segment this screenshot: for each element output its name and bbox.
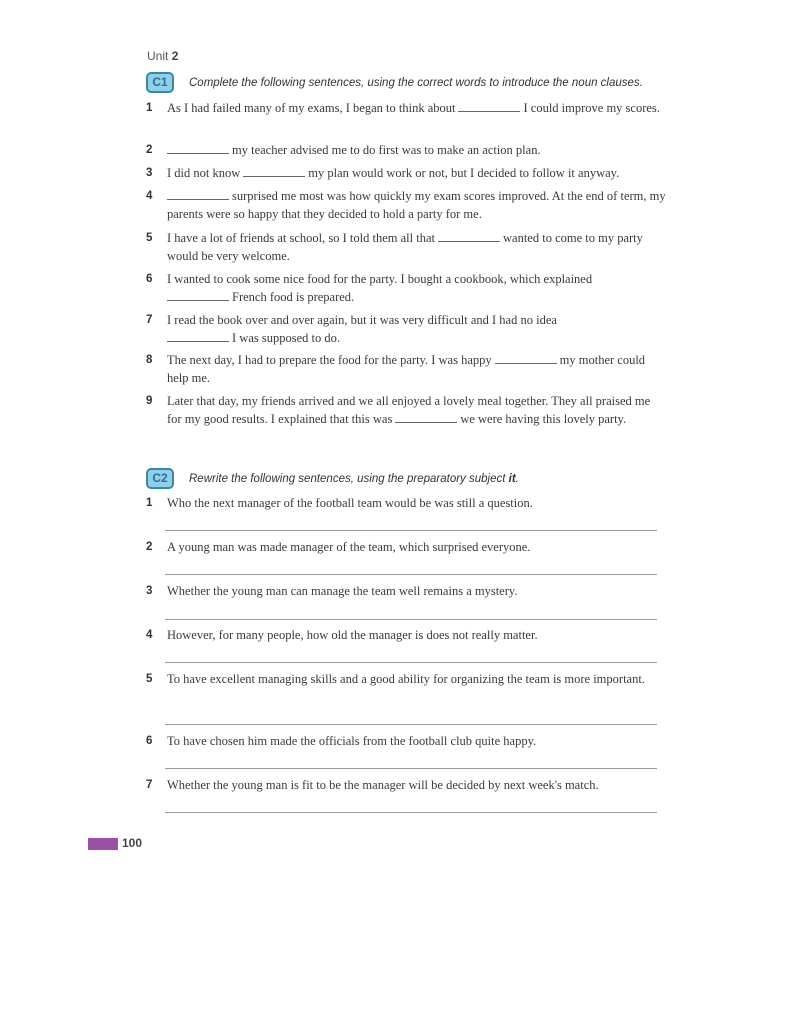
item-text-after: French food is prepared. bbox=[232, 290, 355, 304]
c2-item-5 bbox=[146, 670, 666, 688]
answer-line[interactable] bbox=[165, 619, 657, 620]
answer-blank[interactable] bbox=[167, 142, 229, 154]
answer-blank[interactable] bbox=[395, 411, 457, 423]
item-text-before: I have a lot of friends at school, so I told them all that bbox=[167, 231, 435, 245]
item-number: 7 bbox=[146, 779, 153, 791]
item-number: 3 bbox=[146, 585, 153, 597]
c1-item-7 bbox=[146, 311, 666, 347]
item-text-after: my mother could help me. bbox=[167, 353, 646, 385]
item-text: To have excellent managing skills and a good ability for organizing the team is more important. bbox=[167, 672, 645, 686]
item-number: 9 bbox=[146, 395, 153, 407]
item-text: A young man was made manager of the team, which surprised everyone. bbox=[167, 540, 531, 554]
page-color-bar bbox=[88, 838, 118, 850]
c2-header bbox=[146, 468, 519, 489]
c1-instruction: Complete the following sentences, using the correct words to introduce the noun clauses. bbox=[189, 76, 643, 89]
answer-blank[interactable] bbox=[458, 100, 520, 112]
c2-item-2 bbox=[146, 538, 666, 556]
item-text-after: I was supposed to do. bbox=[232, 331, 340, 345]
item-text-after: we were having this lovely party. bbox=[460, 412, 627, 426]
answer-blank[interactable] bbox=[495, 352, 557, 364]
c1-item-2 bbox=[146, 141, 666, 159]
answer-line[interactable] bbox=[165, 662, 657, 663]
unit-word: Unit bbox=[147, 49, 169, 63]
answer-blank[interactable] bbox=[438, 230, 500, 242]
item-text-before: I did not know bbox=[167, 166, 241, 180]
item-text-before: The next day, I had to prepare the food for the party. I was happy bbox=[167, 353, 492, 367]
page-number: 100 bbox=[122, 836, 143, 850]
answer-line[interactable] bbox=[165, 768, 657, 769]
item-text: Whether the young man can manage the team well remains a mystery. bbox=[167, 584, 518, 598]
item-number: 8 bbox=[146, 354, 153, 366]
answer-line[interactable] bbox=[165, 724, 657, 725]
c2-item-7 bbox=[146, 776, 666, 794]
item-text-before: Later that day, my friends arrived and we all enjoyed a lovely meal together. They all praised me for my good results. I explained that this was bbox=[167, 394, 651, 426]
item-text-after: my plan would work or not, but I decided to follow it anyway. bbox=[308, 166, 620, 180]
c1-item-8 bbox=[146, 351, 666, 387]
item-text: To have chosen him made the officials from the football club quite happy. bbox=[167, 734, 537, 748]
c2-item-1 bbox=[146, 494, 666, 512]
c1-item-9 bbox=[146, 392, 666, 428]
c1-item-5 bbox=[146, 229, 666, 265]
c1-badge: C1 bbox=[146, 72, 174, 93]
item-text-before: I read the book over and over again, but it was very difficult and I had no idea bbox=[167, 313, 557, 327]
c2-instruction: Rewrite the following sentences, using the preparatory subject it. bbox=[189, 472, 519, 485]
item-text: However, for many people, how old the manager is does not really matter. bbox=[167, 628, 538, 642]
item-text-before: As I had failed many of my exams, I began to think about bbox=[167, 101, 456, 115]
item-number: 4 bbox=[146, 190, 153, 202]
c2-item-3 bbox=[146, 582, 666, 600]
item-number: 2 bbox=[146, 144, 153, 156]
c2-badge: C2 bbox=[146, 468, 174, 489]
c2-item-4 bbox=[146, 626, 666, 644]
answer-line[interactable] bbox=[165, 530, 657, 531]
c1-item-1 bbox=[146, 99, 666, 117]
answer-line[interactable] bbox=[165, 574, 657, 575]
c1-header bbox=[146, 72, 643, 93]
c1-item-4 bbox=[146, 187, 666, 223]
c2-instruction-emphasis: it bbox=[508, 472, 516, 485]
item-number: 3 bbox=[146, 167, 153, 179]
item-text-before: I wanted to cook some nice food for the party. I bought a cookbook, which explained bbox=[167, 272, 593, 286]
c1-item-3 bbox=[146, 164, 666, 182]
item-number: 1 bbox=[146, 102, 153, 114]
c2-item-6 bbox=[146, 732, 666, 750]
answer-blank[interactable] bbox=[167, 188, 229, 200]
answer-blank[interactable] bbox=[167, 330, 229, 342]
answer-blank[interactable] bbox=[243, 165, 305, 177]
item-number: 7 bbox=[146, 314, 153, 326]
item-number: 6 bbox=[146, 735, 153, 747]
answer-blank[interactable] bbox=[167, 289, 229, 301]
item-text-after: I could improve my scores. bbox=[523, 101, 660, 115]
item-text-after: my teacher advised me to do first was to make an action plan. bbox=[232, 143, 541, 157]
item-number: 5 bbox=[146, 673, 153, 685]
item-number: 4 bbox=[146, 629, 153, 641]
item-number: 6 bbox=[146, 273, 153, 285]
unit-label bbox=[147, 49, 178, 63]
item-number: 5 bbox=[146, 232, 153, 244]
item-number: 1 bbox=[146, 497, 153, 509]
item-number: 2 bbox=[146, 541, 153, 553]
c2-instruction-text: Rewrite the following sentences, using the preparatory subject bbox=[189, 472, 506, 485]
item-text-after: surprised me most was how quickly my exam scores improved. At the end of term, my parents were so happy that they decided to hold a party for me. bbox=[167, 189, 666, 221]
item-text: Who the next manager of the football team would be was still a question. bbox=[167, 496, 533, 510]
unit-number: 2 bbox=[171, 49, 179, 63]
item-text: Whether the young man is fit to be the manager will be decided by next week's match. bbox=[167, 778, 599, 792]
item-text-after: wanted to come to my party would be very welcome. bbox=[167, 231, 643, 263]
answer-line[interactable] bbox=[165, 812, 657, 813]
c1-item-6 bbox=[146, 270, 666, 306]
